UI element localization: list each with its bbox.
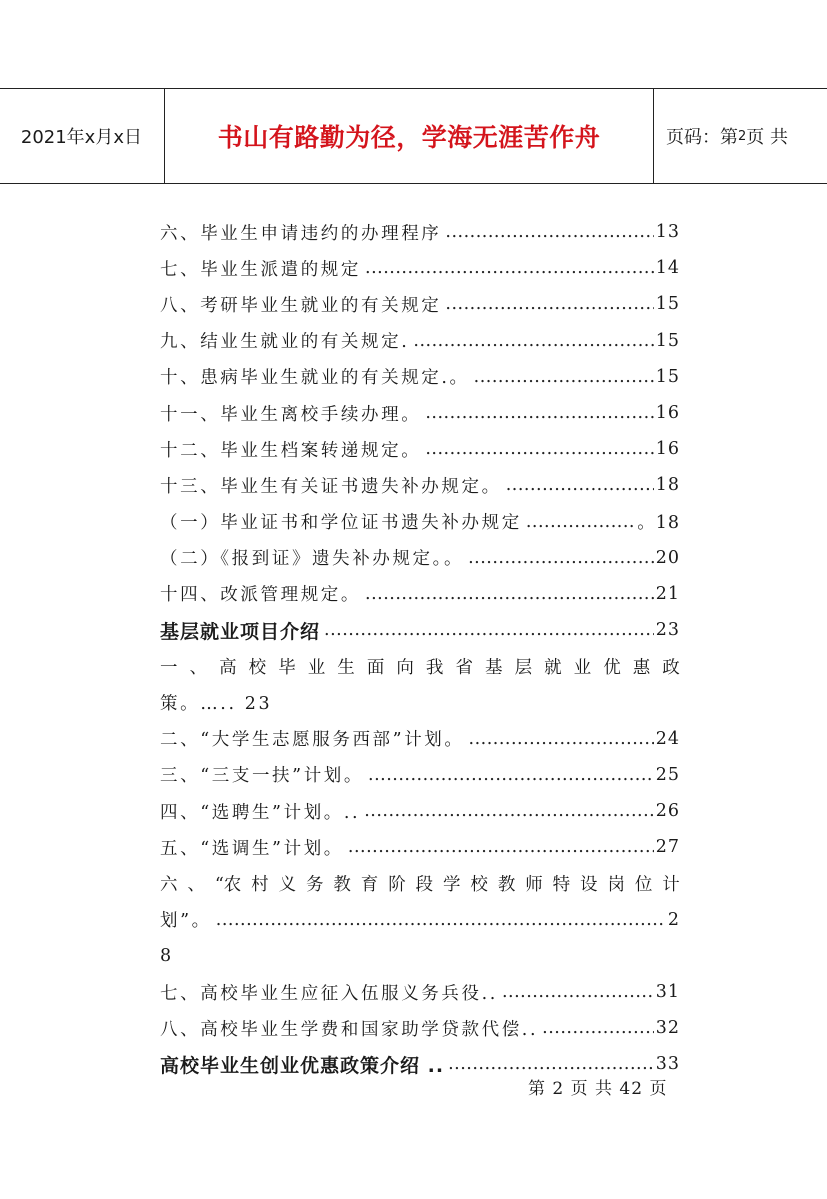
toc-leader-dots: [421, 439, 653, 459]
toc-page-number: 24: [655, 728, 680, 749]
toc-char: 我: [425, 657, 444, 678]
toc-page-number: 20: [655, 547, 680, 568]
toc-title: 五、“选调生”计划。: [160, 838, 344, 859]
toc-char: 基: [485, 657, 503, 678]
toc-char: 义: [278, 874, 297, 895]
toc-page-number: 15: [655, 366, 680, 387]
toc-char: 段: [415, 874, 434, 895]
toc-line[interactable]: [160, 540, 680, 576]
toc-title: 十三、毕业生有关证书遗失补办规定。: [160, 476, 502, 497]
toc-title: 基层就业项目介绍: [160, 620, 321, 643]
toc-line[interactable]: [160, 214, 680, 250]
toc-char: 村: [251, 874, 269, 895]
toc-char: 面: [366, 657, 385, 678]
toc-title: 七、毕业生派遣的规定: [160, 259, 361, 280]
toc-line[interactable]: [160, 504, 680, 540]
table-of-contents: [160, 214, 680, 1083]
toc-char: 六: [160, 874, 178, 895]
toc-title: 划”。: [160, 911, 212, 932]
toc-page-number: 18: [655, 475, 680, 496]
toc-line[interactable]: [160, 865, 680, 901]
toc-char: 教: [497, 874, 516, 895]
toc-title: 六、毕业生申请违约的办理程序: [160, 223, 442, 244]
toc-char: 校: [470, 874, 488, 895]
toc-char: 层: [514, 657, 533, 678]
toc-title: 七、高校毕业生应征入伍服义务兵役..: [160, 983, 498, 1004]
toc-line[interactable]: [160, 576, 680, 612]
toc-char: 师: [525, 874, 543, 895]
toc-page-number: 。18: [637, 513, 680, 534]
toc-text: 策。….. 23: [160, 694, 273, 715]
toc-title: 十二、毕业生档案转递规定。: [160, 440, 422, 461]
toc-char: 位: [634, 874, 653, 895]
toc-title: 高校毕业生创业优惠政策介绍 ..: [160, 1054, 445, 1077]
toc-page-number: 31: [655, 982, 680, 1003]
toc-line[interactable]: [160, 431, 680, 467]
toc-leader-dots: [441, 294, 653, 314]
toc-char: “农: [214, 874, 242, 895]
toc-leader-dots: [364, 765, 654, 785]
toc-leader-dots: [344, 837, 654, 857]
toc-page-number: 14: [655, 258, 680, 279]
toc-title: 九、结业生就业的有关规定.: [160, 332, 410, 353]
toc-leader-dots: [502, 475, 654, 495]
toc-page-number: 15: [655, 330, 680, 351]
toc-title: 十四、改派管理规定。: [160, 585, 361, 606]
toc-leader-dots: [522, 512, 635, 532]
page-prefix: 页码：第: [666, 127, 738, 148]
toc-line[interactable]: [160, 250, 680, 286]
toc-char: 、: [187, 874, 205, 895]
toc-char: 就: [544, 657, 562, 678]
toc-page-number: 32: [655, 1018, 680, 1039]
toc-char: 向: [396, 657, 414, 678]
toc-char: 优: [603, 657, 621, 678]
toc-line[interactable]: [160, 286, 680, 322]
page-number: 2: [738, 128, 747, 144]
toc-line[interactable]: [160, 1010, 680, 1046]
toc-page-number: 27: [655, 837, 680, 858]
toc-line[interactable]: [160, 648, 680, 684]
toc-leader-dots: [320, 620, 654, 640]
toc-char: 特: [552, 874, 571, 895]
toc-char: 、: [189, 657, 208, 678]
toc-leader-dots: [441, 222, 653, 242]
toc-leader-dots: [361, 584, 654, 604]
toc-char: 政: [662, 657, 680, 678]
toc-line[interactable]: [160, 323, 680, 359]
header-table: [0, 88, 827, 184]
toc-title: 四、“选聘生”计划。..: [160, 802, 361, 823]
toc-leader-dots: [360, 801, 654, 821]
toc-char: 业: [573, 657, 592, 678]
toc-leader-dots: [409, 331, 653, 351]
toc-page-number: 33: [655, 1054, 680, 1075]
header-date: 2021年x月x日: [0, 89, 165, 183]
toc-line[interactable]: [160, 757, 680, 793]
header-motto: 书山有路勤为径，学海无涯苦作舟: [165, 89, 654, 183]
toc-page-number: 26: [655, 801, 680, 822]
toc-line[interactable]: [160, 359, 680, 395]
toc-char: 岗: [607, 874, 625, 895]
toc-line[interactable]: [160, 684, 680, 720]
toc-page-number: 15: [655, 294, 680, 315]
toc-line[interactable]: [160, 938, 680, 974]
toc-line[interactable]: [160, 612, 680, 648]
toc-page-number: 25: [655, 764, 680, 785]
toc-char: 高: [219, 657, 237, 678]
toc-title: （一）毕业证书和学位证书遗失补办规定: [160, 513, 522, 534]
toc-line[interactable]: [160, 721, 680, 757]
toc-char: 省: [455, 657, 473, 678]
toc-char: 阶: [388, 874, 406, 895]
toc-title: 二、“大学生志愿服务西部”计划。: [160, 730, 465, 751]
page-footer: 第 2 页 共 42 页: [528, 1079, 668, 1099]
toc-line[interactable]: [160, 395, 680, 431]
toc-text: 8: [160, 945, 174, 966]
toc-char: 学: [443, 874, 461, 895]
toc-page-number: 23: [655, 620, 680, 641]
toc-page-number: 16: [655, 403, 680, 424]
toc-title: 十、患病毕业生就业的有关规定.。: [160, 368, 470, 389]
toc-char: 教: [333, 874, 351, 895]
toc-leader-dots: [212, 910, 666, 930]
toc-page-number: 21: [655, 583, 680, 604]
toc-leader-dots: [361, 258, 654, 278]
toc-title: 八、高校毕业生学费和国家助学贷款代偿..: [160, 1019, 539, 1040]
toc-char: 业: [307, 657, 326, 678]
header-page-info: [654, 89, 827, 183]
toc-title: （二）《报到证》遗失补办规定。。: [160, 549, 465, 570]
toc-leader-dots: [470, 367, 654, 387]
toc-page-number: 13: [655, 222, 680, 243]
toc-page-number: 16: [655, 439, 680, 460]
toc-title: 八、考研毕业生就业的有关规定: [160, 295, 442, 316]
toc-char: 务: [305, 874, 324, 895]
toc-line[interactable]: [160, 974, 680, 1010]
toc-char: 设: [580, 874, 598, 895]
toc-line[interactable]: [160, 829, 680, 865]
toc-leader-dots: [464, 548, 654, 568]
toc-char: 生: [337, 657, 355, 678]
toc-char: 惠: [632, 657, 651, 678]
toc-char: 一: [160, 657, 178, 678]
toc-leader-dots: [444, 1054, 654, 1074]
toc-char: 毕: [278, 657, 296, 678]
toc-title: 三、“三支一扶”计划。: [160, 766, 364, 787]
toc-line[interactable]: [160, 793, 680, 829]
toc-title: 十一、毕业生离校手续办理。: [160, 404, 422, 425]
toc-char: 计: [662, 874, 680, 895]
toc-leader-dots: [538, 1018, 654, 1038]
toc-leader-dots: [498, 982, 654, 1002]
toc-leader-dots: [421, 403, 653, 423]
toc-line[interactable]: [160, 902, 680, 938]
toc-leader-dots: [465, 729, 654, 749]
page-suffix: 页 共: [746, 127, 789, 148]
toc-char: 校: [248, 657, 267, 678]
toc-char: 育: [360, 874, 379, 895]
toc-page-number: 2: [667, 909, 680, 930]
toc-line[interactable]: [160, 467, 680, 503]
